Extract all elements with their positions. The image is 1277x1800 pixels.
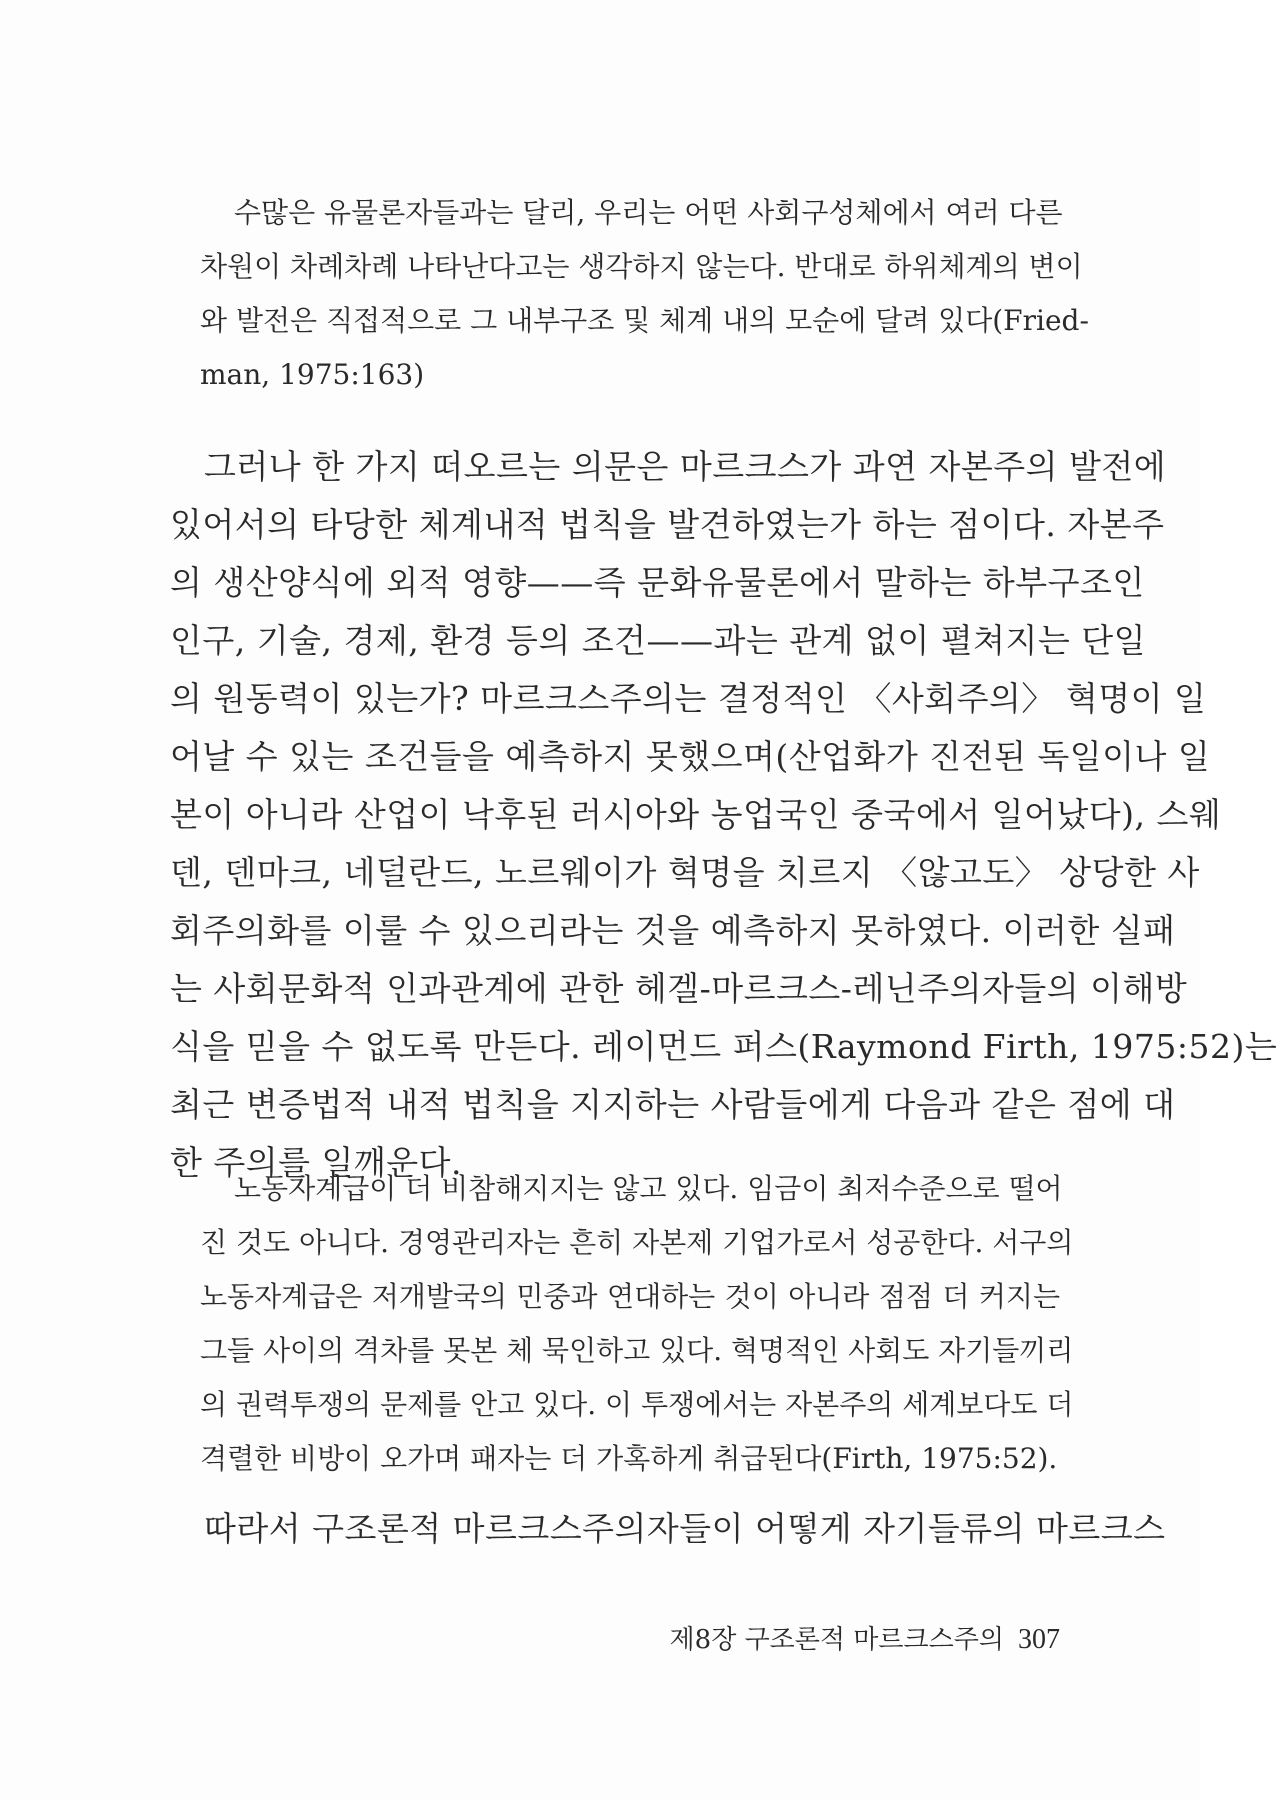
paragraph-line: 인구, 기술, 경제, 환경 등의 조건——과는 관계 없이 펼쳐지는 단일 [170, 621, 1146, 660]
paragraph-line: 의 원동력이 있는가? 마르크스주의는 결정적인 〈사회주의〉 혁명이 일 [170, 679, 1207, 718]
block-quote-friedman [200, 186, 1089, 402]
paragraph-line: 회주의화를 이룰 수 있으리라는 것을 예측하지 못하였다. 이러한 실패 [170, 911, 1176, 950]
quote-line: 노동자계급이 더 비참해지지는 않고 있다. 임금이 최저수준으로 떨어 [234, 1172, 1063, 1205]
paragraph-line: 최근 변증법적 내적 법칙을 지지하는 사람들에게 다음과 같은 점에 대 [170, 1085, 1176, 1124]
quote-line: 그들 사이의 격차를 못본 체 묵인하고 있다. 혁명적인 사회도 자기들끼리 [200, 1334, 1074, 1367]
quote-line: man, 1975:163) [200, 358, 425, 391]
paragraph-line: 어날 수 있는 조건들을 예측하지 못했으며(산업화가 진전된 독일이나 일 [170, 737, 1211, 776]
quote-line: 차원이 차례차례 나타난다고는 생각하지 않는다. 반대로 하위체계의 변이 [200, 250, 1083, 283]
body-paragraph-2 [170, 1500, 1166, 1558]
paragraph-line: 한 주의를 일깨운다. [170, 1143, 462, 1182]
quote-line: 진 것도 아니다. 경영관리자는 흔히 자본제 기업가로서 성공한다. 서구의 [200, 1226, 1074, 1259]
paragraph-line: 있어서의 타당한 체계내적 법칙을 발견하였는가 하는 점이다. 자본주 [170, 505, 1165, 544]
paragraph-line: 본이 아니라 산업이 낙후된 러시아와 농업국인 중국에서 일어났다), 스웨 [170, 795, 1222, 834]
block-quote-firth [200, 1162, 1074, 1486]
paragraph-line: 따라서 구조론적 마르크스주의자들이 어떻게 자기들류의 마르크스 [204, 1509, 1166, 1548]
paragraph-line: 의 생산양식에 외적 영향——즉 문화유물론에서 말하는 하부구조인 [170, 563, 1145, 602]
quote-line: 노동자계급은 저개발국의 민중과 연대하는 것이 아니라 점점 더 커지는 [200, 1280, 1060, 1313]
quote-line: 의 권력투쟁의 문제를 안고 있다. 이 투쟁에서는 자본주의 세계보다도 더 [200, 1388, 1074, 1421]
quote-line: 수많은 유물론자들과는 달리, 우리는 어떤 사회구성체에서 여러 다른 [234, 196, 1063, 229]
quote-line: 와 발전은 직접적으로 그 내부구조 및 체계 내의 모순에 달려 있다(Fried- [200, 304, 1089, 337]
paragraph-line: 는 사회문화적 인과관계에 관한 헤겔-마르크스-레닌주의자들의 이해방 [170, 969, 1188, 1008]
paragraph-line: 식을 믿을 수 없도록 만든다. 레이먼드 퍼스(Raymond Firth, 1975:52)는 [170, 1027, 1277, 1066]
body-paragraph-1 [170, 438, 1277, 1192]
quote-line: 격렬한 비방이 오가며 패자는 더 가혹하게 취급된다(Firth, 1975:52). [200, 1442, 1058, 1475]
paragraph-line: 그러나 한 가지 떠오르는 의문은 마르크스가 과연 자본주의 발전에 [204, 447, 1167, 486]
page-footer [670, 1620, 1060, 1660]
running-head: 제8장 구조론적 마르크스주의 [669, 1625, 1004, 1655]
page-number: 307 [1018, 1624, 1060, 1655]
paragraph-line: 덴, 덴마크, 네덜란드, 노르웨이가 혁명을 치르지 〈않고도〉 상당한 사 [170, 853, 1200, 892]
